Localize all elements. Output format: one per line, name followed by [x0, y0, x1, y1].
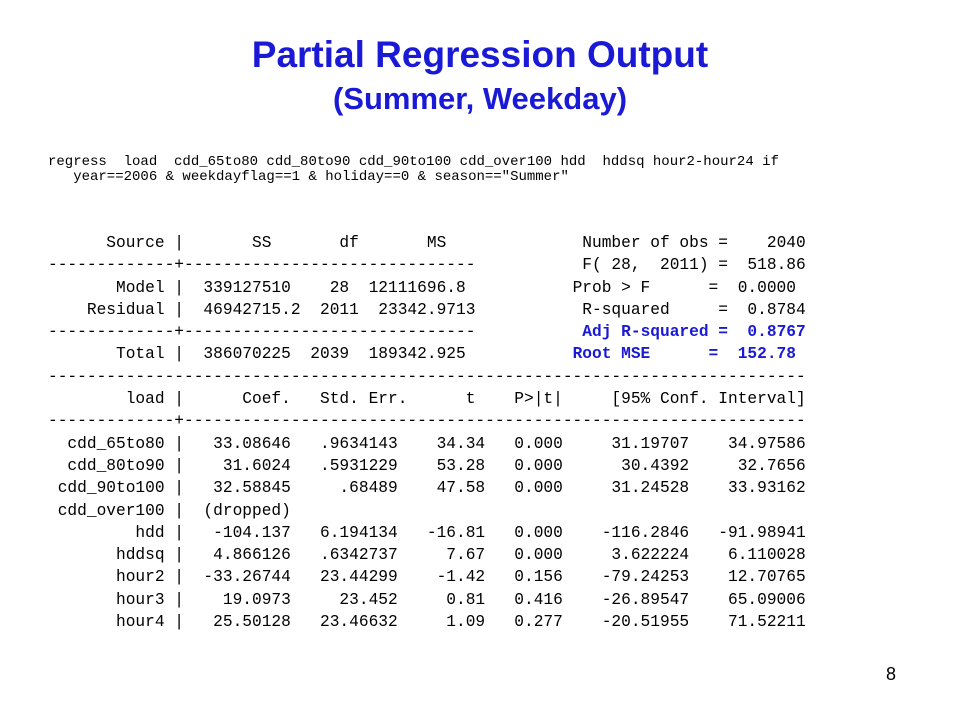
anova-separator-row: [48, 254, 938, 276]
slide-subtitle: (Summer, Weekday): [332, 81, 628, 116]
table-row: hdd | -104.137 6.194134 -16.81 0.000 -116.2846 -91.98941: [48, 523, 806, 542]
regression-output: [48, 232, 938, 633]
stat-prob: Prob > F = 0.0000: [572, 278, 796, 297]
page-number: 8: [886, 664, 897, 684]
table-row: cdd_80to90 | 31.6024 .5931229 53.28 0.000 30.4392 32.7656: [48, 456, 806, 475]
anova-header-left: Source | SS df MS: [48, 234, 583, 252]
anova-total-left: Total | 386070225 2039 189342.925: [48, 345, 573, 364]
table-row: cdd_over100 | (dropped): [48, 501, 291, 520]
table-row: hour3 | 19.0973 23.452 0.81 0.416 -26.89547 65.09006: [48, 590, 806, 609]
command-line-2: year==2006 & weekdayflag==1 & holiday==0 & season=="Summer": [48, 169, 569, 185]
anova-header-row: [48, 232, 938, 254]
stat-adj-r-squared: Adj R-squared = 0.8767: [582, 323, 806, 342]
command-line-1: regress load cdd_65to80 cdd_80to90 cdd_90to100 cdd_over100 hdd hddsq hour2-hour24 if: [48, 154, 779, 170]
table-row: hddsq | 4.866126 .6342737 7.67 0.000 3.622224 6.110028: [48, 546, 806, 565]
coef-separator-row: -------------+----------------------------------------------------------------: [48, 412, 806, 431]
table-row: cdd_90to100 | 32.58845 .68489 47.58 0.000 31.24528 33.93162: [48, 479, 806, 498]
stat-r-squared: R-squared = 0.8784: [582, 300, 806, 319]
slide-title: Partial Regression Output: [251, 34, 709, 75]
stat-obs: Number of obs = 2040: [582, 234, 806, 252]
anova-residual-row: [48, 299, 938, 321]
anova-separator-left: -------------+------------------------------: [48, 256, 583, 275]
anova-total-row: [48, 343, 938, 365]
table-row: cdd_65to80 | 33.08646 .9634143 34.34 0.000 31.19707 34.97586: [48, 434, 806, 453]
stat-f: F( 28, 2011) = 518.86: [582, 256, 806, 275]
anova-model-left: Model | 339127510 28 12111696.8: [48, 278, 573, 297]
coef-top-rule: ------------------------------------------------------------------------------: [48, 367, 806, 386]
anova-residual-left: Residual | 46942715.2 2011 23342.9713: [48, 300, 583, 319]
anova-separator-row-2: [48, 321, 938, 343]
coef-header-row: load | Coef. Std. Err. t P>|t| [95% Conf. Interval]: [48, 390, 806, 409]
stat-root-mse: Root MSE = 152.78: [572, 345, 796, 364]
regress-command: [48, 155, 928, 185]
table-row: hour2 | -33.26744 23.44299 -1.42 0.156 -79.24253 12.70765: [48, 568, 806, 587]
table-row: hour4 | 25.50128 23.46632 1.09 0.277 -20.51955 71.52211: [48, 613, 806, 632]
anova-model-row: [48, 277, 938, 299]
anova-separator-left-2: -------------+------------------------------: [48, 323, 583, 342]
